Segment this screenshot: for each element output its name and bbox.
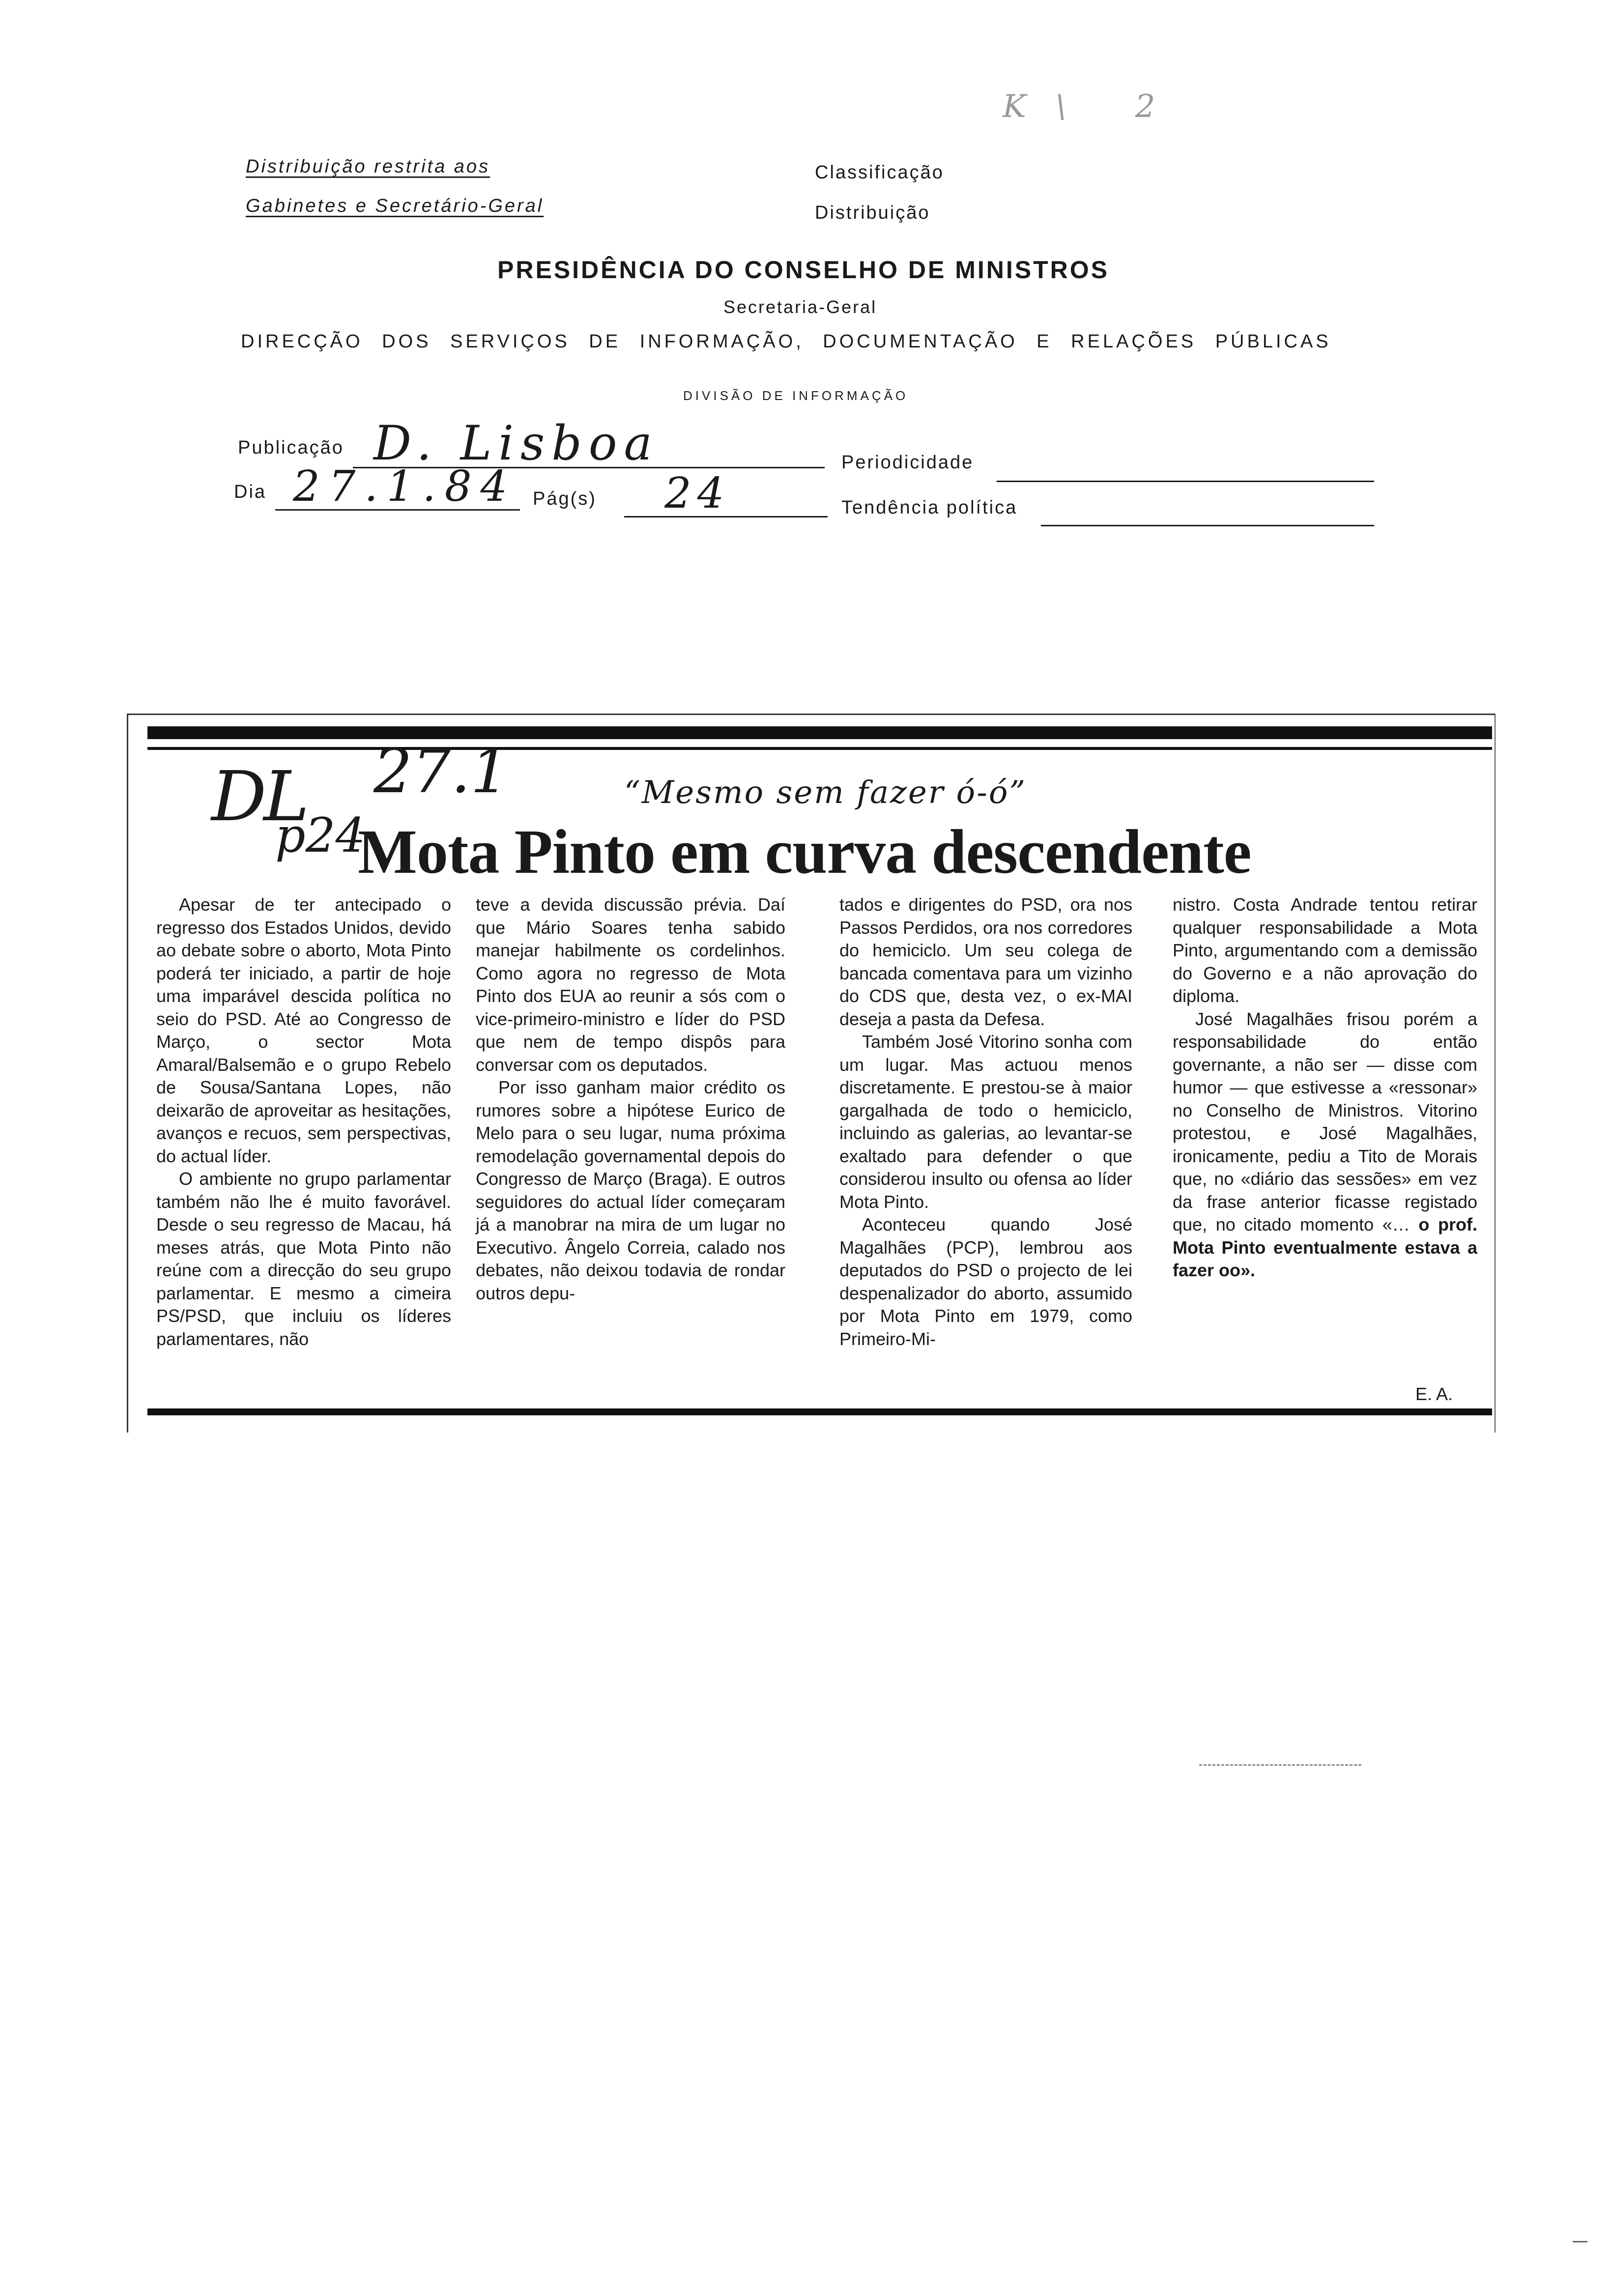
- handwritten-date-mark: 27.1: [374, 736, 510, 807]
- article-column-4: [1173, 893, 1477, 1282]
- day-label: Dia: [234, 482, 267, 502]
- article-column-3: [839, 893, 1132, 1350]
- article-column-1: [156, 893, 451, 1350]
- distribution-restriction-line1: Distribuição restrita aos: [246, 156, 490, 177]
- day-handwritten-value: 27.1.84: [293, 462, 517, 511]
- column-4-bold-quote: o prof. Mota Pinto eventualmente estava a fazer oo».: [1173, 1214, 1477, 1280]
- article-signature: E. A.: [1415, 1384, 1453, 1404]
- scan-dash-mark: [1199, 1764, 1361, 1766]
- distribution-label: Distribuição: [815, 202, 930, 223]
- department-name: DIRECÇÃO DOS SERVIÇOS DE INFORMAÇÃO, DOCUMENTAÇÃO E RELAÇÕES PÚBLICAS: [241, 331, 1331, 352]
- handwritten-page-mark: p24: [275, 808, 366, 863]
- periodicity-label: Periodicidade: [841, 452, 974, 473]
- publication-label: Publicação: [238, 437, 344, 458]
- tendency-label: Tendência política: [841, 497, 1018, 518]
- pages-label: Pág(s): [533, 488, 597, 509]
- clipping-top-rule: [147, 726, 1492, 739]
- column-2-paragraph-2: Por isso ganham maior crédito os rumores sobre a hipótese Eurico de Melo para o seu lugar, numa próxima remodelação governamental depois do Congresso de Março (Braga). E outros seguidores do actual líder começaram já a manobrar na mira de um lugar no Executivo. Ângelo Correia, calado nos debates, não deixou todavia de rondar outros depu-: [476, 1077, 785, 1303]
- column-4-paragraph-2-text: José Magalhães frisou porém a responsabilidade do então governante, a não ser — disse com humor — que estivesse a «ressonar» no Conselho de Ministros. Vitorino protestou, e José Magalhães, ironicamente, pediu a Tito de Morais que, no «diário das sessões» em vez da frase anterior ficasse registado que, no citado momento «…: [1173, 1008, 1477, 1234]
- column-3-paragraph-1: tados e dirigentes do PSD, ora nos Passos Perdidos, ora nos corredores do hemiciclo. Um seu colega de bancada comentava para um vizinho do CDS que, desta vez, o ex-MAI deseja a pasta da Defesa.: [839, 894, 1132, 1029]
- institution-subtitle: Secretaria-Geral: [723, 297, 877, 317]
- scan-dash-mark: [1573, 2241, 1587, 2242]
- column-1-paragraph-1: Apesar de ter antecipado o regresso dos Estados Unidos, devido ao debate sobre o aborto, Mota Pinto poderá ter iniciado, a partir de hoje uma imparável descida política no seio do PSD. Até ao Congresso de Março, o sector Mota Amaral/Balsemão e o grupo Rebelo de Sousa/Santana Lopes, não deixarão de aproveitar as hesitações, avanços e recuos, sem perspectivas, do actual líder.: [156, 894, 451, 1166]
- division-name: DIVISÃO DE INFORMAÇÃO: [683, 388, 909, 403]
- tendency-field-line: [1041, 525, 1374, 526]
- column-3-paragraph-3: Aconteceu quando José Magalhães (PCP), lembrou aos deputados do PSD o projecto de lei despenalizador do aborto, assumido por Mota Pinto em 1979, como Primeiro-Mi-: [839, 1214, 1132, 1349]
- clipping-bottom-rule: [147, 1408, 1492, 1415]
- periodicity-field-line: [997, 481, 1374, 482]
- column-4-paragraph-2: [1173, 1008, 1477, 1282]
- classification-label: Classificação: [815, 162, 944, 183]
- column-1-paragraph-2: O ambiente no grupo parlamentar também não lhe é muito favorável. Desde o seu regresso de Macau, há meses atrás, que Mota Pinto não reúne com a direcção do seu grupo parlamentar. E mesmo a cimeira PS/PSD, que incluiu os líderes parlamentares, não: [156, 1169, 451, 1349]
- distribution-restriction-line2: Gabinetes e Secretário-Geral: [246, 196, 544, 216]
- pages-handwritten-value: 24: [664, 469, 730, 518]
- article-headline: Mota Pinto em curva descendente: [358, 817, 1251, 887]
- handwritten-archive-mark: K\ 2: [1003, 88, 1185, 125]
- article-column-2: [476, 893, 785, 1305]
- publication-handwritten-value: D. Lisboa: [374, 416, 659, 471]
- column-3-paragraph-2: Também José Vitorino sonha com um lugar. Mas actuou menos discretamente. E prestou-se à maior gargalhada de todo o hemiciclo, incluindo as galerias, ao levantar-se exaltado para defender o que considerou insulto ou ofensa ao líder Mota Pinto.: [839, 1032, 1132, 1212]
- column-4-paragraph-1: nistro. Costa Andrade tentou retirar qualquer responsabilidade a Mota Pinto, argumentando com a demissão do Governo e a não aprovação do diploma.: [1173, 894, 1477, 1006]
- article-kicker: “Mesmo sem fazer ó-ó”: [624, 775, 1027, 811]
- column-2-paragraph-1: teve a devida discussão prévia. Daí que Mário Soares tenha sabido manejar habilmente os cordelinhos. Como agora no regresso de Mota Pinto dos EUA ao reunir a sós com o vice-primeiro-ministro e líder do PSD que nem de tempo dispôs para conversar com os deputados.: [476, 894, 785, 1075]
- institution-title: PRESIDÊNCIA DO CONSELHO DE MINISTROS: [497, 256, 1110, 284]
- handwritten-source-mark: DL: [211, 757, 307, 837]
- clipping-top-rule-thin: [147, 747, 1492, 750]
